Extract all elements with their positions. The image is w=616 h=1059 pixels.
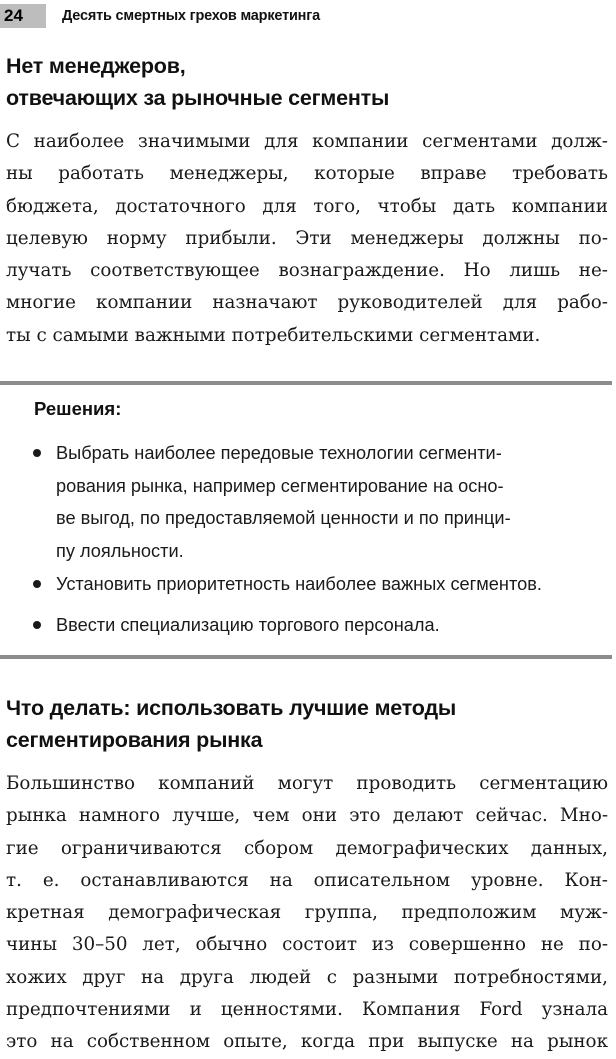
paragraph-line: кретная демографическая группа, предположим муж- [6,902,608,924]
bullet-icon [33,449,41,457]
paragraph-line: бюджета, достаточного для того, чтобы дать компании [6,195,608,217]
paragraph-line: предпочтениями и ценностями. Компания Ford узнала [6,999,608,1021]
paragraph-line: целевую норму прибыли. Эти менеджеры должны по- [6,227,608,249]
bullet-icon [33,580,41,588]
heading-line: Что делать: использовать лучшие методы [6,696,457,720]
solution-line: Ввести специализацию торгового персонала. [56,615,440,635]
paragraph-line: рынка намного лучше, чем они это делают сейчас. Мно- [6,805,608,827]
paragraph-line: ты с самыми важными потребительскими сегментами. [6,324,541,346]
paragraph-line: чины 30–50 лет, обычно состоит из совершенно не по- [6,934,608,956]
paragraph-line: т. е. останавливаются на описательном уровне. Кон- [6,869,608,891]
paragraph-line: гие ограничиваются сбором демографических данных, [6,837,608,859]
page-number: 24 [0,4,46,28]
solution-line: рования рынка, например сегментирование на осно- [56,475,504,496]
section-heading-what-to-do [6,692,610,756]
heading-line: отвечающих за рыночные сегменты [6,86,390,110]
paragraph-line: лучать соответствующее вознаграждение. Но лишь не- [6,260,608,282]
paragraph-line: это на собственном опыте, когда при выпуске на рынок [6,1031,608,1053]
box-bottom-rule [0,655,612,659]
section-heading-no-segment-managers [6,50,610,114]
paragraph-segmentation [6,768,608,1059]
paragraph-segment-managers [6,126,608,352]
running-title: Десять смертных грехов маркетинга [62,8,320,24]
solution-item-text [56,437,594,567]
solution-line: ве выгод, по предоставляемой ценности и по принци- [56,508,511,528]
paragraph-line: хожих друг на друга людей с разными потребностями, [6,966,608,988]
solutions-title: Решения: [34,398,122,419]
running-header [0,4,320,28]
solution-line: пу лояльности. [56,540,184,561]
paragraph-line: С наиболее значимыми для компании сегментами долж- [6,131,608,152]
solution-item-text [56,609,594,642]
paragraph-line: многие компании назначают руководителей для рабо- [6,292,608,314]
paragraph-line: Большинство компаний могут проводить сегментацию [6,773,608,794]
solution-item-text [56,568,594,601]
solution-line: Выбрать наиболее передовые технологии сегменти- [56,443,502,463]
paragraph-line: ны работать менеджеры, которые вправе требовать [6,163,608,185]
heading-line: сегментирования рынка [6,728,263,752]
heading-line: Нет менеджеров, [6,54,186,78]
box-top-rule [0,381,612,385]
solution-line: Установить приоритетность наиболее важных сегментов. [56,574,542,594]
bullet-icon [33,621,41,629]
